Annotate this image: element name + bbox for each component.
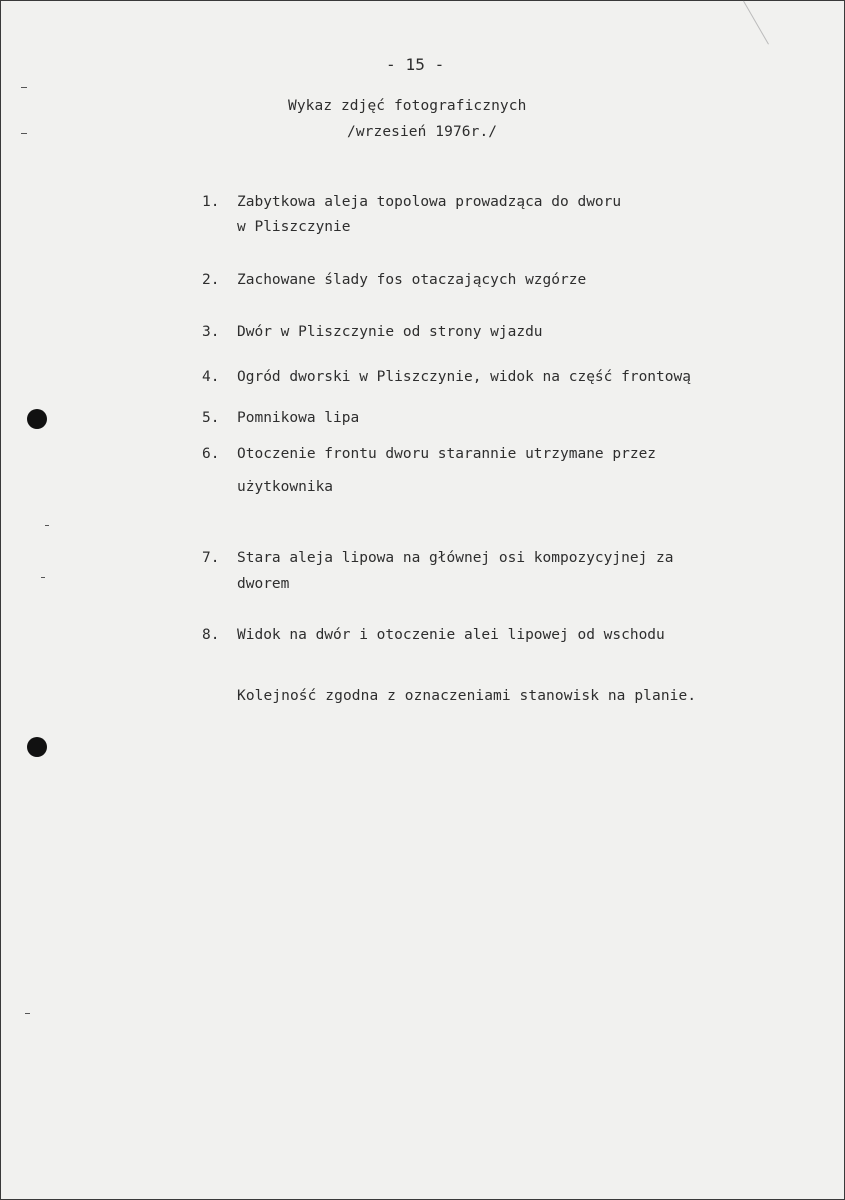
list-item-number: 1. bbox=[202, 194, 220, 210]
punch-hole-bottom bbox=[27, 737, 47, 757]
list-item-text: Zachowane ślady fos otaczających wzgórze bbox=[237, 272, 587, 288]
paper-crease bbox=[743, 1, 769, 45]
list-item-number: 2. bbox=[202, 272, 220, 288]
list-item-text: Pomnikowa lipa bbox=[237, 410, 360, 426]
page-title: Wykaz zdjęć fotograficznych bbox=[288, 98, 527, 114]
page-number: - 15 - bbox=[386, 55, 445, 74]
closing-note: Kolejność zgodna z oznaczeniami stanowisk na planie. bbox=[237, 688, 697, 704]
margin-mark bbox=[41, 577, 45, 578]
list-item-number: 4. bbox=[202, 369, 220, 385]
list-item-text-continued: użytkownika bbox=[237, 479, 334, 495]
list-item-number: 8. bbox=[202, 627, 220, 643]
list-item-text: Ogród dworski w Pliszczynie, widok na część frontową bbox=[237, 369, 691, 385]
list-item-text: Dwór w Pliszczynie od strony wjazdu bbox=[237, 324, 543, 340]
list-item-number: 6. bbox=[202, 446, 220, 462]
list-item-number: 5. bbox=[202, 410, 220, 426]
list-item-text: Otoczenie frontu dworu starannie utrzymane przez bbox=[237, 446, 657, 462]
punch-hole-top bbox=[27, 409, 47, 429]
margin-mark bbox=[25, 1013, 30, 1014]
list-item-text: Widok na dwór i otoczenie alei lipowej od wschodu bbox=[237, 627, 665, 643]
list-item-number: 7. bbox=[202, 550, 220, 566]
list-item-number: 3. bbox=[202, 324, 220, 340]
margin-mark bbox=[45, 525, 49, 526]
list-item-text: Zabytkowa aleja topolowa prowadząca do dworu bbox=[237, 194, 622, 210]
list-item-text: Stara aleja lipowa na głównej osi kompozycyjnej za bbox=[237, 550, 674, 566]
list-item-text-continued: dworem bbox=[237, 576, 290, 592]
list-item-text-continued: w Pliszczynie bbox=[237, 219, 351, 235]
margin-mark bbox=[21, 87, 27, 88]
margin-mark bbox=[21, 133, 27, 134]
page-subtitle-date: /wrzesień 1976r./ bbox=[347, 124, 498, 140]
